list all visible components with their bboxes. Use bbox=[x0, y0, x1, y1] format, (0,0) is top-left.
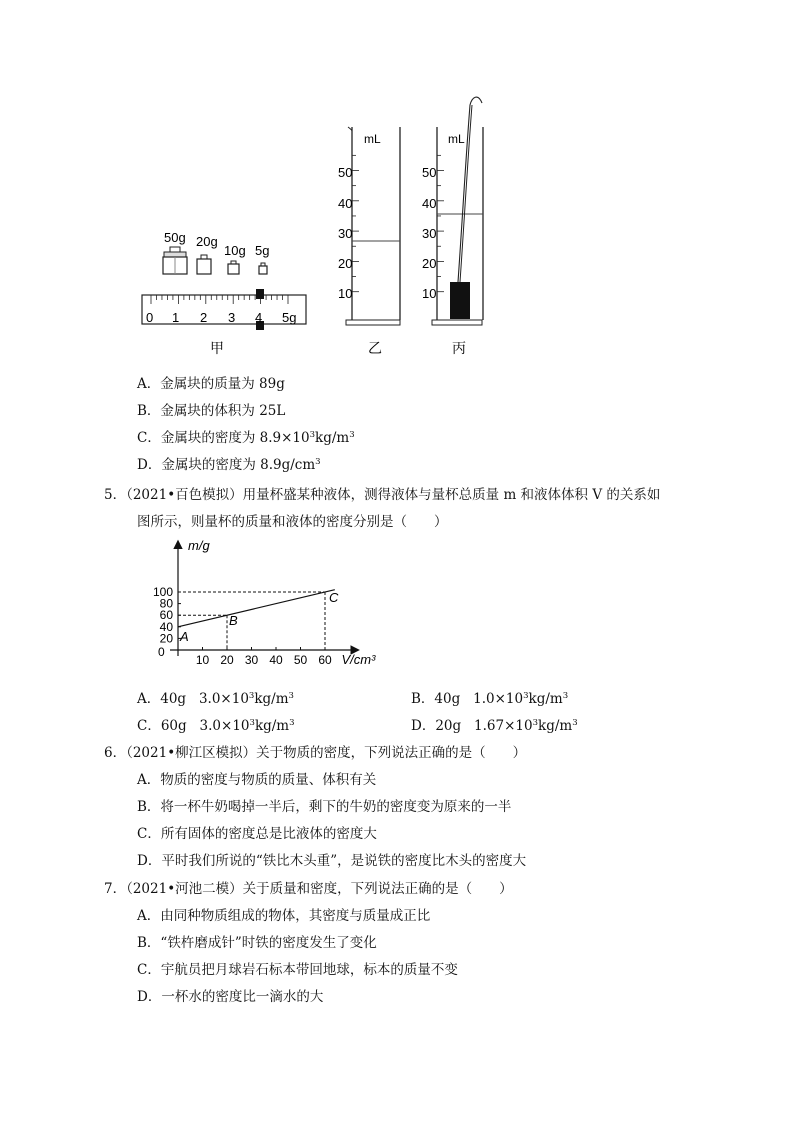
question-number: 7． bbox=[104, 881, 127, 897]
x-tick-label: 10 bbox=[195, 653, 210, 667]
cyl-yi-tick-20: 20 bbox=[338, 256, 353, 271]
metal-block-icon bbox=[450, 282, 470, 319]
q4-option-a[interactable] bbox=[137, 372, 285, 392]
option-exponent: 3 bbox=[248, 691, 255, 701]
q6-option-d[interactable] bbox=[137, 849, 526, 869]
option-mass: 40g bbox=[160, 691, 187, 707]
q6-option-c[interactable] bbox=[137, 822, 377, 842]
option-letter: D． bbox=[137, 853, 162, 869]
option-text: 所有固体的密度总是比液体的密度大 bbox=[160, 826, 377, 842]
cylinder-yi bbox=[346, 127, 400, 325]
y-tick-label: 40 bbox=[159, 619, 173, 634]
option-letter: C． bbox=[137, 826, 161, 842]
weight-20g-icon bbox=[197, 255, 211, 274]
option-exponent: 3 bbox=[309, 430, 316, 440]
option-text: 宇航员把月球岩石标本带回地球，标本的质量不变 bbox=[160, 962, 458, 978]
option-unit-exponent: 3 bbox=[562, 691, 569, 701]
x-axis-label: V/cm³ bbox=[341, 652, 376, 667]
weight-label-50g: 50g bbox=[164, 230, 186, 245]
option-letter: A． bbox=[137, 908, 161, 924]
option-text: 一杯水的密度比一滴水的大 bbox=[161, 989, 324, 1005]
cyl-yi-tick-10: 10 bbox=[338, 286, 353, 301]
option-letter: C． bbox=[137, 718, 161, 734]
option-text: 金属块的体积为 25L bbox=[160, 403, 286, 419]
x-tick-label: 30 bbox=[244, 653, 259, 667]
option-text: “铁杵磨成针”时铁的密度发生了变化 bbox=[160, 935, 377, 951]
option-mass: 60g bbox=[160, 718, 187, 734]
label-yi: 乙 bbox=[368, 340, 382, 356]
question-number: 6． bbox=[104, 745, 127, 761]
q7-stem bbox=[104, 877, 513, 897]
option-density: 3.0×10 bbox=[199, 718, 250, 734]
option-unit-exponent: 3 bbox=[288, 691, 294, 701]
cyl-bing-tick-10: 10 bbox=[422, 286, 437, 301]
q5-option-d[interactable] bbox=[411, 714, 578, 734]
label-jia: 甲 bbox=[210, 340, 224, 356]
x-tick-label: 20 bbox=[220, 653, 234, 667]
option-density: 1.0×10 bbox=[473, 691, 524, 707]
option-letter: A． bbox=[137, 691, 161, 707]
x-tick-label: 50 bbox=[293, 653, 308, 667]
q5-option-b[interactable] bbox=[411, 687, 568, 707]
option-letter: B． bbox=[137, 403, 161, 419]
option-unit: kg/m bbox=[254, 691, 289, 707]
option-letter: B． bbox=[137, 799, 161, 815]
series-line bbox=[178, 590, 335, 627]
q6-option-a[interactable] bbox=[137, 768, 376, 788]
q7-option-a[interactable] bbox=[137, 904, 430, 924]
option-text: 平时我们所说的“铁比木头重”，是说铁的密度比木头的密度大 bbox=[161, 853, 527, 869]
ruler-tick-4: 4 bbox=[255, 310, 263, 325]
y-tick-label: 20 bbox=[159, 631, 173, 646]
weight-label-5g: 5g bbox=[255, 243, 270, 258]
option-letter: B． bbox=[137, 935, 161, 951]
chart-series-line bbox=[178, 590, 335, 627]
q7-option-c[interactable] bbox=[137, 958, 458, 978]
cyl-bing-tick-20: 20 bbox=[422, 256, 437, 271]
option-exponent: 3 bbox=[523, 691, 529, 701]
ruler-tick-3: 3 bbox=[228, 310, 236, 325]
option-unit: kg/m bbox=[538, 718, 573, 734]
q4-option-d[interactable] bbox=[137, 453, 321, 473]
q4-option-b[interactable] bbox=[137, 399, 285, 419]
y-tick-label: 60 bbox=[159, 608, 173, 623]
q6-stem bbox=[104, 741, 526, 761]
option-text: 金属块的密度为 8.9×10 bbox=[160, 430, 310, 446]
rider-icon bbox=[256, 289, 264, 299]
question-text: （2021•柳江区模拟）关于物质的密度，下列说法正确的是（ ） bbox=[126, 745, 527, 761]
option-unit-exponent: 3 bbox=[572, 718, 578, 728]
cyl-yi-tick-40: 40 bbox=[338, 196, 353, 211]
q5-stem-line2: 图所示，则量杯的质量和液体的密度分别是（ ） bbox=[137, 514, 448, 530]
option-letter: C． bbox=[137, 430, 161, 446]
figure-balance-cylinders bbox=[130, 95, 500, 365]
y-axis-label: m/g bbox=[188, 538, 210, 553]
option-exponent: 3 bbox=[249, 718, 255, 728]
q5-option-c[interactable] bbox=[137, 714, 295, 734]
cyl-bing-tick-30: 30 bbox=[422, 226, 437, 241]
x-tick-label: 60 bbox=[318, 653, 332, 667]
option-density: 3.0×10 bbox=[198, 691, 249, 707]
option-mass: 40g bbox=[434, 691, 461, 707]
y-tick-label: 80 bbox=[159, 596, 173, 611]
label-bing: 丙 bbox=[452, 340, 466, 356]
weight-50g-icon bbox=[163, 247, 187, 274]
option-unit: kg/m bbox=[528, 691, 563, 707]
q5-chart bbox=[140, 536, 376, 676]
option-density: 1.67×10 bbox=[474, 718, 533, 734]
question-text: （2021•河池二模）关于质量和密度，下列说法正确的是（ ） bbox=[126, 881, 513, 897]
option-letter: A． bbox=[137, 772, 161, 788]
question-number: 5． bbox=[104, 487, 127, 503]
x-tick-label: 40 bbox=[269, 653, 283, 667]
cyl-yi-tick-30: 30 bbox=[338, 226, 353, 241]
q6-option-b[interactable] bbox=[137, 795, 511, 815]
weight-10g-icon bbox=[228, 261, 239, 274]
option-text: 将一杯牛奶喝掉一半后，剩下的牛奶的密度变为原来的一半 bbox=[160, 799, 512, 815]
option-text: 物质的密度与物质的质量、体积有关 bbox=[160, 772, 377, 788]
ruler-tick-1: 1 bbox=[172, 310, 180, 325]
option-letter: D． bbox=[411, 718, 436, 734]
cyl-bing-tick-50: 50 bbox=[422, 165, 437, 180]
question-text: （2021•百色模拟）用量杯盛某种液体，测得液体与量杯总质量 m 和液体体积 V 的关系如 bbox=[126, 487, 661, 503]
weight-label-20g: 20g bbox=[196, 234, 218, 249]
ruler-tick-0: 0 bbox=[146, 310, 154, 325]
q4-option-c[interactable] bbox=[137, 426, 355, 446]
q7-option-b[interactable] bbox=[137, 931, 377, 951]
cylinder-bing-unit: mL bbox=[448, 132, 465, 146]
option-unit: kg/m bbox=[315, 430, 350, 446]
ruler-tick-2: 2 bbox=[200, 310, 208, 325]
y-tick-label: 100 bbox=[152, 585, 173, 599]
option-text: 金属块的密度为 8.9g/cm bbox=[161, 457, 316, 473]
option-exponent: 3 bbox=[315, 457, 321, 467]
option-unit-exponent: 3 bbox=[349, 430, 355, 440]
option-mass: 20g bbox=[435, 718, 462, 734]
point-label-b: B bbox=[229, 613, 238, 629]
cyl-yi-tick-50: 50 bbox=[338, 165, 353, 180]
q5-option-a[interactable] bbox=[137, 687, 294, 707]
ruler-tick-5g: 5g bbox=[282, 310, 297, 325]
option-unit-exponent: 3 bbox=[289, 718, 295, 728]
option-letter: C． bbox=[137, 962, 161, 978]
origin-label: 0 bbox=[158, 645, 165, 659]
q5-stem-line1 bbox=[104, 483, 660, 503]
cylinder-yi-unit: mL bbox=[364, 132, 381, 146]
option-text: 由同种物质组成的物体，其密度与质量成正比 bbox=[160, 908, 431, 924]
option-letter: A． bbox=[137, 376, 161, 392]
cyl-bing-tick-40: 40 bbox=[422, 196, 437, 211]
option-exponent: 3 bbox=[532, 718, 539, 728]
chart-labels bbox=[153, 538, 376, 667]
option-letter: D． bbox=[137, 989, 162, 1005]
option-letter: B． bbox=[411, 691, 435, 707]
option-unit: kg/m bbox=[254, 718, 290, 734]
weight-5g-icon bbox=[259, 263, 267, 274]
option-letter: D． bbox=[137, 457, 162, 473]
point-label-c: C bbox=[329, 590, 339, 605]
option-text: 金属块的质量为 89g bbox=[160, 376, 285, 392]
point-label-a: A bbox=[180, 628, 189, 644]
q7-option-d[interactable] bbox=[137, 985, 323, 1005]
weight-label-10g: 10g bbox=[224, 243, 246, 258]
